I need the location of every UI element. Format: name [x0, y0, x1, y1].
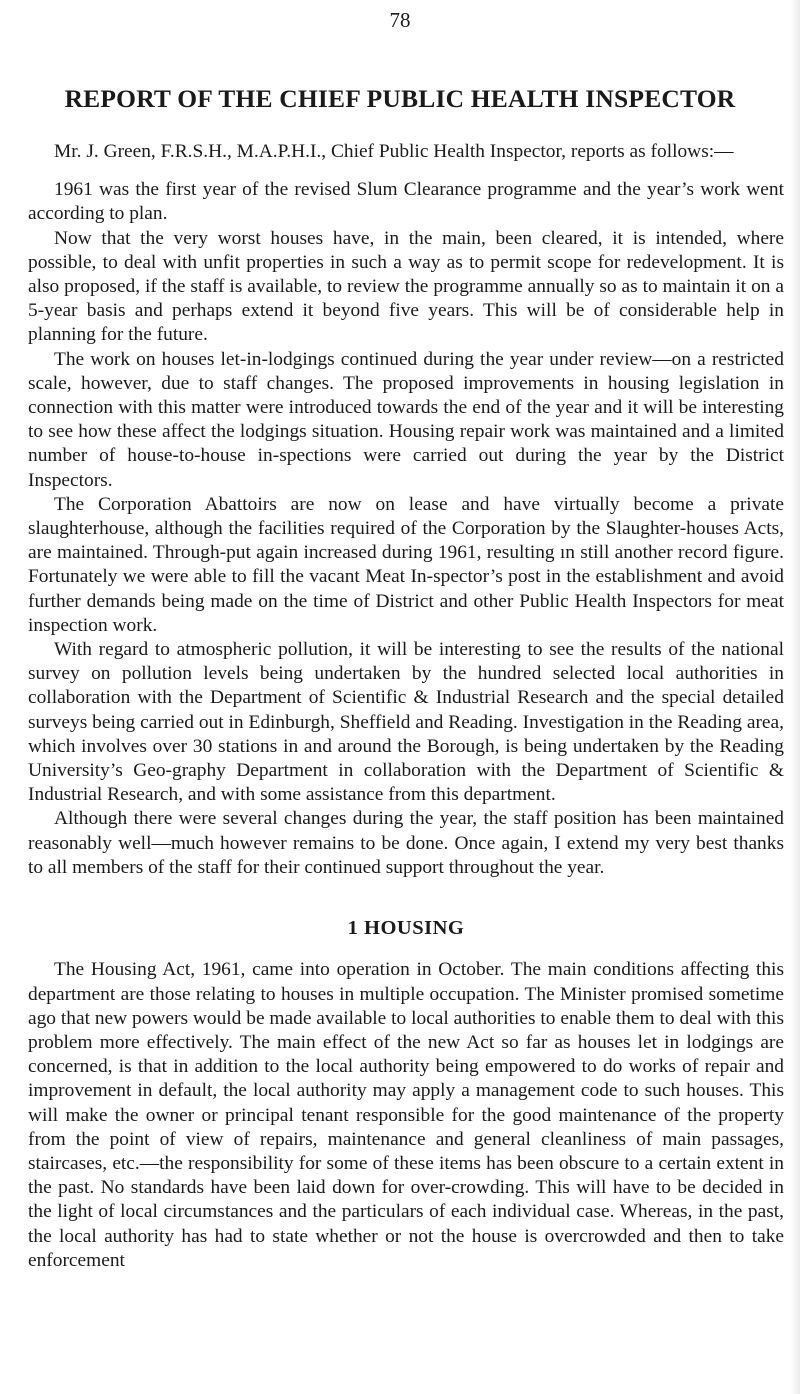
paragraph-unfit-properties: Now that the very worst houses have, in the main, been cleared, it is intended, where possible, to deal with unfit properties in such a way as to permit scope for redevelopment. It is also proposed, if the staff is available, to review the programme annually so as to maintain it on a 5-year basis and perhaps extend it beyond five years. This will be of considerable help in planning for the future.: [28, 227, 784, 346]
intro-paragraph: Mr. J. Green, F.R.S.H., M.A.P.H.I., Chief Public Health Inspector, reports as follows:—: [54, 141, 734, 162]
section-heading-housing: 1 HOUSING: [347, 917, 465, 940]
paragraph-staff-thanks: Although there were several changes during the year, the staff position has been maintained reasonably well—much however remains to be done. Once again, I extend my very best thanks to all members of the staff for their continued support throughout the year.: [28, 808, 784, 878]
paragraph-lodgings: The work on houses let-in-lodgings continued during the year under review—on a restricted scale, however, due to staff changes. The proposed improvements in housing legislation in connection with this matter were introduced towards the end of the year and it will be interesting to see how these affect the lodgings situation. Housing repair work was maintained and a limited number of house-to-house in-spections were carried out during the year by the District Inspectors.: [28, 348, 784, 491]
report-body: [28, 140, 784, 1273]
paragraph-housing-act: The Housing Act, 1961, came into operation in October. The main conditions affecting this department are those relating to houses in multiple occupation. The Minister promised sometime ago that new powers would be made available to local authorities to enable them to deal with this problem more effectively. The main effect of the new Act so far as houses let in lodgings are concerned, is that in addition to the local authority being empowered to do works of repair and improvement in default, the local authority may apply a management code to such houses. This will make the owner or principal tenant responsible for the good maintenance of the property from the point of view of repairs, maintenance and general cleanliness of main passages, staircases, etc.—the responsibility for some of these items has been obscure to a certain extent in the past. No standards have been laid down for over-crowding. This will have to be decided in the light of local circumstances and the particulars of each individual case. Whereas, in the past, the local authority has had to state whether or not the house is overcrowded and then to take enforcement: [28, 959, 784, 1271]
page-edge-shadow: [790, 0, 800, 1394]
paragraph-abattoirs: The Corporation Abattoirs are now on lease and have virtually become a private slaughterhouse, although the facilities required of the Corporation by the Slaughter-houses Acts, are maintained. Through-put again increased during 1961, resulting ın still another record figure. Fortunately we were able to fill the vacant Meat In-spector’s post in the establishment and avoid further demands being made on the time of District and other Public Health Inspectors for meat inspection work.: [28, 493, 784, 636]
paragraph-atmospheric-pollution: With regard to atmospheric pollution, it will be interesting to see the results of the national survey on pollution levels being undertaken by the hundred selected local authorities in collaboration with the Department of Scientific & Industrial Research and the special detailed surveys being carried out in Edinburgh, Sheffield and Reading. Investigation in the Reading area, which involves over 30 stations in and around the Borough, is being undertaken by the Reading University’s Geo-graphy Department in collaboration with the Department of Scientific & Industrial Research, and with some assistance from this department.: [28, 639, 784, 806]
page-title: REPORT OF THE CHIEF PUBLIC HEALTH INSPECTOR: [64, 84, 736, 113]
paragraph-slum-clearance: 1961 was the first year of the revised Slum Clearance programme and the year’s work went according to plan.: [28, 179, 784, 225]
page-number: 78: [389, 8, 411, 32]
